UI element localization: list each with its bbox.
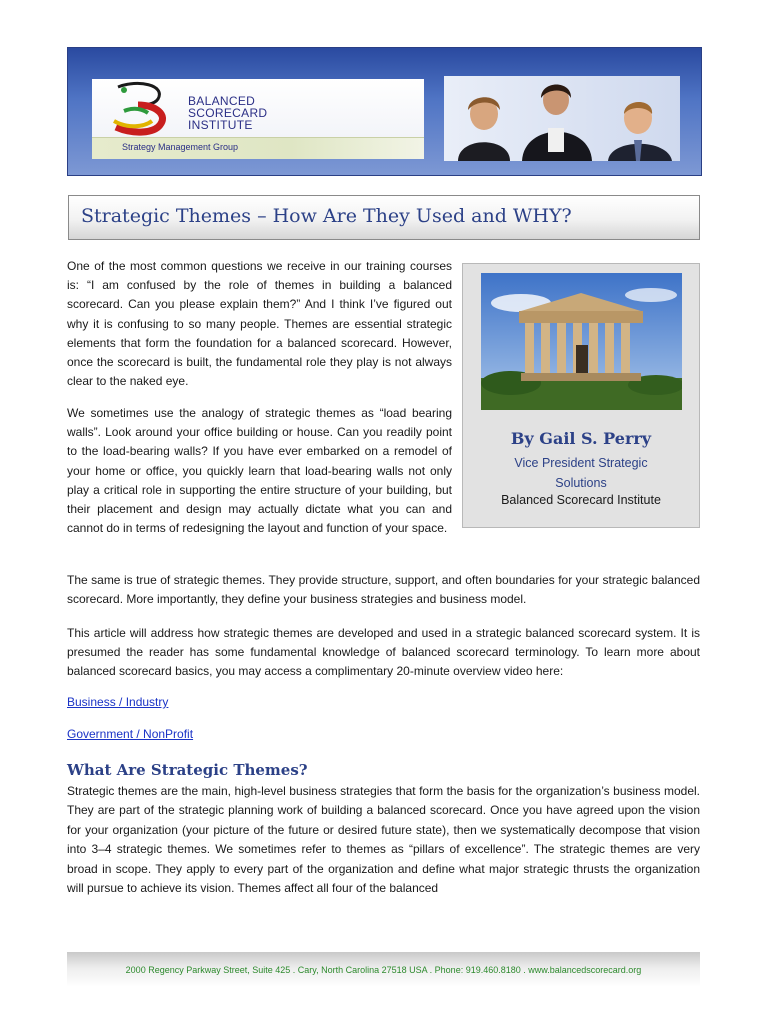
business-people-photo	[444, 76, 680, 161]
logo-line-1: BALANCED	[188, 94, 256, 108]
article-title-box	[68, 195, 700, 240]
logo-tagline-bar	[92, 137, 424, 159]
body-paragraph-3: The same is true of strategic themes. They provide structure, support, and often boundaries for your strategic balanced scorecard. More importantly, they define your business strategies and business model.	[67, 573, 700, 607]
section-heading: What Are Strategic Themes?	[67, 761, 308, 779]
logo-line-3: INSTITUTE	[188, 118, 253, 132]
bsi-logo-text	[188, 95, 267, 131]
article-title: Strategic Themes – How Are They Used and WHY?	[81, 205, 572, 227]
author-title-line-2: Solutions	[555, 475, 607, 490]
bsi-logo	[92, 79, 424, 159]
author-organization: Balanced Scorecard Institute	[501, 493, 661, 507]
greek-temple-photo	[481, 273, 682, 410]
intro-paragraph-1: One of the most common questions we receive in our training courses is: “I am confused by the role of themes in building a balanced scorecard. Can you please explain them?” And I think I’ve figured out why it is confusing to so many people. Themes are essential strategic elements that form the foundation for a balanced scorecard. However, once the scorecard is built, the fundamental role they play is not always clear to the naked eye.	[67, 259, 452, 389]
author-box	[462, 263, 700, 528]
intro-paragraph-2: We sometimes use the analogy of strategic themes as “load bearing walls”. Look around your office building or house. Can you readily point to the load-bearing walls? If you have ever embarked on a remodel of your home or office, you quickly learn that load-bearing walls not only play a critical role in supporting the entire structure of your building, but their placement and design may actually dictate what you can and cannot do in terms of redesigning the layout and function of your space.	[67, 406, 452, 536]
bsi-logo-mark-icon	[108, 81, 174, 137]
header-banner	[67, 47, 702, 176]
logo-tagline: Strategy Management Group	[122, 142, 239, 152]
author-name: By Gail S. Perry	[510, 429, 652, 448]
body-paragraph-5: Strategic themes are the main, high-level business strategies that form the basis for the organization’s business model. They are part of the strategic planning work of building a balanced scorecard. Once you have agreed upon the vision for your organization (your picture of the future or desired future state), then we systematically decompose that vision into 3–4 strategic themes. We sometimes refer to themes as “pillars of excellence”. The strategic themes are very broad in scope. They apply to every part of the organization and define what major strategic thrusts the organization will pursue to achieve its vision. Themes affect all four of the balanced	[67, 784, 700, 896]
government-nonprofit-link[interactable]: Government / NonProfit	[67, 727, 194, 741]
footer-bar	[67, 952, 700, 987]
business-industry-link[interactable]: Business / Industry	[67, 695, 169, 709]
author-title	[463, 454, 699, 493]
body-paragraph-4: This article will address how strategic themes are developed and used in a strategic balanced scorecard system. It is presumed the reader has some fundamental knowledge of balanced scorecard terminology. To learn more about balanced scorecard basics, you may access a complimentary 20-minute overview video here:	[67, 626, 700, 679]
logo-line-2: SCORECARD	[188, 106, 268, 120]
author-title-line-1: Vice President Strategic	[514, 456, 648, 470]
footer-contact: 2000 Regency Parkway Street, Suite 425 . Cary, North Carolina 27518 USA . Phone: 919.460.8180 . www.balancedscorecard.org	[125, 965, 642, 975]
